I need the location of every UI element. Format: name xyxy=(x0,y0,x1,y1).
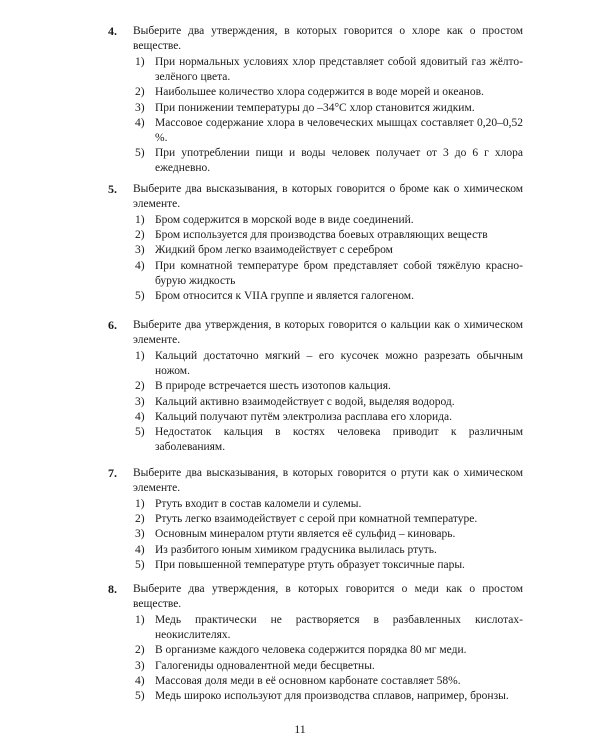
option-number: 4) xyxy=(135,674,145,687)
option-text: Из разбитого юным химиком градусника вылилась ртуть. xyxy=(155,543,437,556)
page-number: 11 xyxy=(294,722,306,736)
question-number: 8. xyxy=(108,582,117,596)
option-text: Медь широко используют для производства сплавов, например, бронзы. xyxy=(155,690,509,703)
question-text: Выберите два утверждения, в которых говорится о хлоре как о простом веществе. xyxy=(133,25,523,52)
question-text: Выберите два высказывания, в которых говорится о броме как о химическом элементе. xyxy=(133,183,523,210)
options-list xyxy=(133,613,523,704)
option-2 xyxy=(133,512,523,527)
option-text: При нормальных условиях хлор представляет собой ядовитый газ жёлто-зелёного цвета. xyxy=(155,56,523,84)
option-text: Наибольшее количество хлора содержится в воде морей и океанов. xyxy=(155,86,484,99)
question-5 xyxy=(108,182,523,304)
option-text: Недостаток кальция в костях человека приводит к различным заболеваниям. xyxy=(155,426,523,454)
option-2 xyxy=(133,379,523,394)
option-4 xyxy=(133,259,523,289)
option-5 xyxy=(133,558,523,573)
option-number: 4) xyxy=(135,543,145,556)
option-text: Массовое содержание хлора в человеческих мышцах составляет 0,20–0,52 %. xyxy=(155,116,523,145)
option-text: Кальций достаточно мягкий – его кусочек можно разрезать обычным ножом. xyxy=(155,350,523,378)
option-text: Кальций активно взаимодействует с водой, выделяя водород. xyxy=(155,395,455,408)
option-number: 3) xyxy=(135,244,145,257)
option-text: Бром содержится в морской воде в виде соединений. xyxy=(155,214,414,226)
option-number: 5) xyxy=(135,426,145,439)
option-text: Жидкий бром легко взаимодействует с серебром xyxy=(155,244,393,257)
option-number: 3) xyxy=(135,659,145,672)
option-5 xyxy=(133,146,523,176)
option-text: Бром относится к VIIA группе и является галогеном. xyxy=(155,290,414,303)
option-number: 2) xyxy=(135,513,145,526)
option-text: При повышенной температуре ртуть образует токсичные пары. xyxy=(155,558,465,571)
question-number: 6. xyxy=(108,318,117,332)
option-number: 3) xyxy=(135,528,145,541)
question-6 xyxy=(108,318,523,455)
option-2 xyxy=(133,643,523,658)
option-number: 4) xyxy=(135,410,145,423)
question-8 xyxy=(108,582,523,704)
option-4 xyxy=(133,674,523,689)
option-number: 2) xyxy=(135,380,145,393)
options-list xyxy=(133,349,523,455)
option-number: 5) xyxy=(135,290,145,303)
option-text: При комнатной температуре бром представляет собой тяжёлую красно-бурую жидкость xyxy=(155,259,523,287)
option-4 xyxy=(133,543,523,558)
option-4 xyxy=(133,116,523,146)
options-list xyxy=(133,213,523,304)
option-5 xyxy=(133,425,523,455)
option-number: 2) xyxy=(135,229,145,242)
option-text: Ртуть входит в состав каломели и сулемы. xyxy=(155,498,362,510)
option-number: 5) xyxy=(135,690,145,703)
option-number: 2) xyxy=(135,644,145,657)
question-7 xyxy=(108,466,523,573)
option-1 xyxy=(133,213,523,228)
option-3 xyxy=(133,243,523,258)
option-2 xyxy=(133,85,523,100)
option-5 xyxy=(133,689,523,704)
question-number: 7. xyxy=(108,466,117,480)
option-3 xyxy=(133,659,523,674)
option-1 xyxy=(133,613,523,643)
question-number: 5. xyxy=(108,182,117,196)
options-list xyxy=(133,55,523,177)
option-text: Ртуть легко взаимодействует с серой при комнатной температуре. xyxy=(155,513,478,526)
question-number: 4. xyxy=(108,24,117,38)
option-text: Основным минералом ртути является её сульфид – киноварь. xyxy=(155,528,456,541)
option-2 xyxy=(133,228,523,243)
option-4 xyxy=(133,410,523,425)
option-number: 4) xyxy=(135,259,145,272)
option-number: 1) xyxy=(135,498,145,510)
options-list xyxy=(133,497,523,573)
option-text: Кальций получают путём электролиза расплава его хлорида. xyxy=(155,410,452,423)
option-1 xyxy=(133,55,523,85)
option-text: Бром используется для производства боевых отравляющих веществ xyxy=(155,229,488,242)
option-number: 2) xyxy=(135,86,145,99)
option-text: В организме каждого человека содержится порядка 80 мг меди. xyxy=(155,644,467,657)
option-number: 5) xyxy=(135,147,145,160)
option-text: Медь практически не растворяется в разбавленных кислотах-неокислителях. xyxy=(155,614,523,642)
option-3 xyxy=(133,101,523,116)
option-3 xyxy=(133,395,523,410)
option-text: При употреблении пищи и воды человек получает от 3 до 6 г хлора ежедневно. xyxy=(155,147,523,175)
option-number: 1) xyxy=(135,614,145,626)
option-number: 5) xyxy=(135,558,145,571)
question-text: Выберите два утверждения, в которых говорится о меди как о простом веществе. xyxy=(133,583,523,610)
option-number: 1) xyxy=(135,56,145,68)
option-number: 1) xyxy=(135,350,145,362)
option-number: 4) xyxy=(135,116,145,129)
option-number: 1) xyxy=(135,214,145,226)
option-3 xyxy=(133,527,523,542)
option-number: 3) xyxy=(135,395,145,408)
question-4 xyxy=(108,24,523,177)
option-text: Галогениды одновалентной меди бесцветны. xyxy=(155,659,375,672)
question-text: Выберите два утверждения, в которых говорится о кальции как о химическом элементе. xyxy=(133,319,523,346)
option-5 xyxy=(133,289,523,304)
question-text: Выберите два высказывания, в которых говорится о ртути как о химическом элементе. xyxy=(133,467,523,494)
option-text: При понижении температуры до –34°С хлор становится жидким. xyxy=(155,101,475,114)
option-text: В природе встречается шесть изотопов кальция. xyxy=(155,380,391,393)
option-1 xyxy=(133,349,523,379)
option-text: Массовая доля меди в её основном карбонате составляет 58%. xyxy=(155,674,461,687)
option-1 xyxy=(133,497,523,512)
option-number: 3) xyxy=(135,101,145,114)
